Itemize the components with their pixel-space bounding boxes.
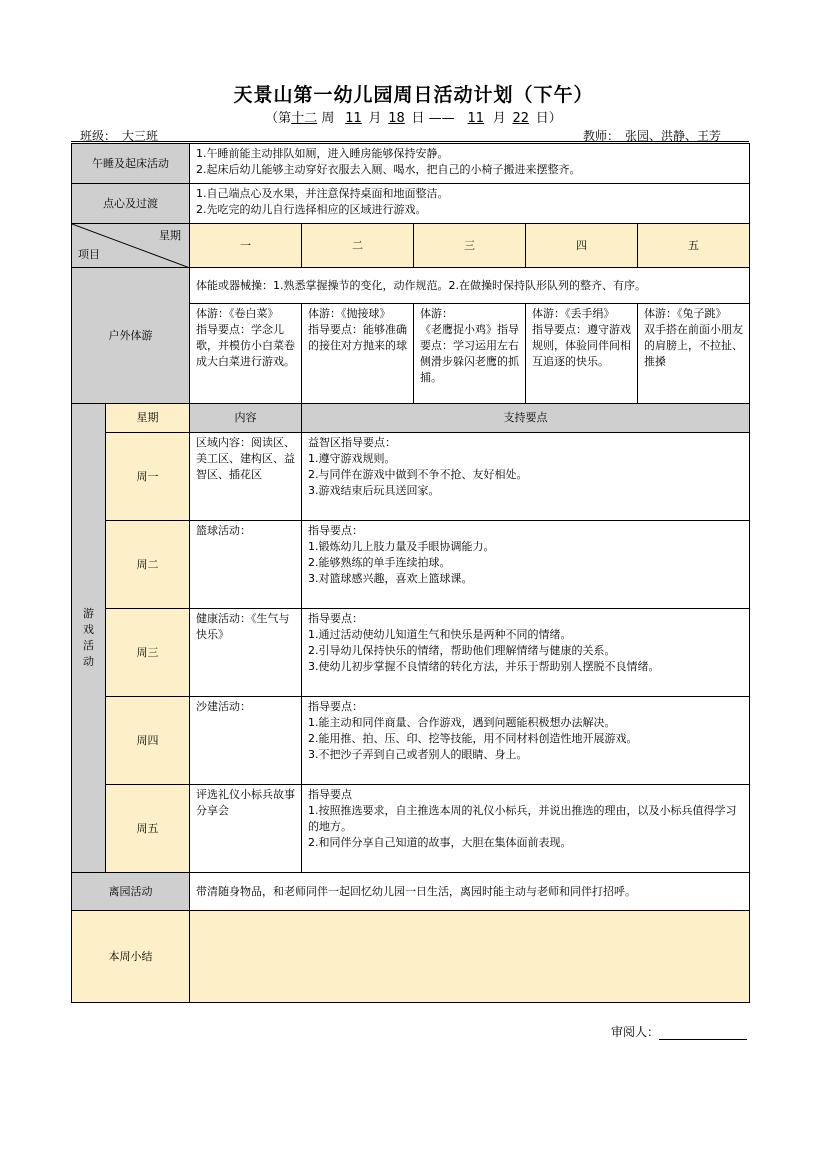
game-title: 体游：《抛接球》 xyxy=(308,307,391,320)
support-title: 指导要点： xyxy=(308,524,363,537)
games-support xyxy=(302,433,750,521)
to-month: 11 xyxy=(467,111,485,126)
games-support xyxy=(302,697,750,785)
header-diagonal-cell xyxy=(72,224,190,268)
games-day: 周五 xyxy=(106,785,190,873)
snack-label: 点心及过渡 xyxy=(72,184,190,224)
games-row-thu xyxy=(72,697,750,785)
support-point: 2.和同伴分享自己知道的故事，大胆在集体面前表现。 xyxy=(308,836,572,849)
support-point: 3.使幼儿初步掌握不良情绪的转化方法，并乐于帮助别人摆脱不良情绪。 xyxy=(308,660,660,673)
outdoor-game-fri xyxy=(638,304,750,404)
game-text: 《老鹰捉小鸡》指导要点：学习运用左右侧滑步躲闪老鹰的抓捕。 xyxy=(420,323,519,384)
weekday-header-row xyxy=(72,224,750,268)
nap-row xyxy=(72,144,750,184)
support-title: 指导要点： xyxy=(308,700,363,713)
outdoor-common: 体能或器械操：1.熟悉掌握操节的变化，动作规范。2.在做操时保持队形队列的整齐、有序。 xyxy=(190,268,750,304)
support-point: 1.遵守游戏规则。 xyxy=(308,452,396,465)
games-col-weekday: 星期 xyxy=(106,404,190,433)
support-title: 指导要点： xyxy=(308,612,363,625)
day-header-mon: 一 xyxy=(190,224,302,268)
games-day: 周一 xyxy=(106,433,190,521)
support-point: 2.能够熟练的单手连续拍球。 xyxy=(308,556,451,569)
games-content: 区域内容：阅读区、美工区、建构区、益智区、插花区 xyxy=(190,433,302,521)
summary-content xyxy=(190,911,750,1003)
games-col-content: 内容 xyxy=(190,404,302,433)
outdoor-game-thu xyxy=(526,304,638,404)
header-rule xyxy=(71,141,749,142)
games-content: 篮球活动： xyxy=(190,521,302,609)
snack-line: 2.先吃完的幼儿自行选择相应的区域进行游戏。 xyxy=(196,203,427,216)
week-label: 周 xyxy=(321,111,335,126)
game-text: 双手搭在前面小朋友的肩膀上，不拉扯、推搡 xyxy=(644,323,743,368)
subtitle-open: （第 xyxy=(265,111,292,126)
games-content: 评选礼仪小标兵故事分享会 xyxy=(190,785,302,873)
from-day: 18 xyxy=(388,111,405,126)
summary-label: 本周小结 xyxy=(72,911,190,1003)
snack-line: 1.自己端点心及水果，并注意保持桌面和地面整洁。 xyxy=(196,187,449,200)
game-title: 体游：《卷白菜》 xyxy=(196,307,279,320)
support-point: 1.通过活动使幼儿知道生气和快乐是两种不同的情绪。 xyxy=(308,628,572,641)
class-value: 大三班 xyxy=(122,129,159,143)
day-header-tue: 二 xyxy=(302,224,414,268)
snack-content xyxy=(190,184,750,224)
outdoor-game-wed xyxy=(414,304,526,404)
support-point: 3.不把沙子弄到自己或者别人的眼睛、身上。 xyxy=(308,748,528,761)
support-point: 3.游戏结束后玩具送回家。 xyxy=(308,484,440,497)
reviewer-signature-line xyxy=(659,1027,747,1040)
month-label: 月 xyxy=(368,111,382,126)
games-content: 健康活动：《生气与快乐》 xyxy=(190,609,302,697)
leave-content: 带清随身物品，和老师同伴一起回忆幼儿园一日生活，离园时能主动与老师和同伴打招呼。 xyxy=(190,873,750,911)
week-number: 十二 xyxy=(291,111,318,126)
outdoor-label: 户外体游 xyxy=(72,268,190,404)
weekday-label: 星期 xyxy=(159,229,181,242)
teacher-label: 教师： xyxy=(583,129,620,143)
nap-line: 1.午睡前能主动排队如厕，进入睡房能够保持安静。 xyxy=(196,147,449,160)
item-label: 项目 xyxy=(78,248,100,261)
reviewer-label: 审阅人： xyxy=(611,1025,660,1039)
game-text: 指导要点：能够准确的接住对方抛来的球 xyxy=(308,323,407,352)
support-point: 2.引导幼儿保持快乐的情绪，帮助他们理解情绪与健康的关系。 xyxy=(308,644,616,657)
nap-label: 午睡及起床活动 xyxy=(72,144,190,184)
games-support xyxy=(302,785,750,873)
game-text: 指导要点：遵守游戏规则，体验同伴间相互追逐的快乐。 xyxy=(532,323,631,368)
support-point: 3.对篮球感兴趣，喜欢上篮球课。 xyxy=(308,572,473,585)
games-row-fri xyxy=(72,785,750,873)
support-title: 指导要点 xyxy=(308,788,352,801)
support-point: 1.锻炼幼儿上肢力量及手眼协调能力。 xyxy=(308,540,495,553)
support-point: 1.按照推选要求，自主推选本周的礼仪小标兵，并说出推选的理由，以及小标兵值得学习的地方。 xyxy=(308,804,737,833)
game-text: 指导要点：学念儿歌，并模仿小白菜卷成大白菜进行游戏。 xyxy=(196,323,295,368)
games-col-support: 支持要点 xyxy=(302,404,750,433)
outdoor-game-tue xyxy=(302,304,414,404)
day-header-wed: 三 xyxy=(414,224,526,268)
date-range xyxy=(0,107,827,126)
day-header-fri: 五 xyxy=(638,224,750,268)
plan-table xyxy=(71,143,750,1003)
games-row-wed xyxy=(72,609,750,697)
games-day: 周三 xyxy=(106,609,190,697)
support-point: 1.能主动和同伴商量、合作游戏，遇到问题能积极想办法解决。 xyxy=(308,716,616,729)
summary-row xyxy=(72,911,750,1003)
page-title: 天景山第一幼儿园周日活动计划（下午） xyxy=(233,84,594,106)
game-title: 体游：《丢手绢》 xyxy=(532,307,615,320)
games-day: 周二 xyxy=(106,521,190,609)
to-month-label: 月 xyxy=(492,111,506,126)
class-label: 班级： xyxy=(80,129,117,143)
nap-content xyxy=(190,144,750,184)
games-label-text: 游戏活动 xyxy=(83,607,94,668)
games-support xyxy=(302,521,750,609)
reviewer xyxy=(611,1023,747,1040)
subtitle-close: 日） xyxy=(535,111,562,126)
games-label xyxy=(72,404,106,873)
games-day: 周四 xyxy=(106,697,190,785)
outdoor-game-mon xyxy=(190,304,302,404)
day-label: 日 —— xyxy=(411,111,459,126)
outdoor-common-row xyxy=(72,268,750,304)
support-point: 2.能用推、拍、压、印、挖等技能，用不同材料创造性地开展游戏。 xyxy=(308,732,638,745)
support-point: 2.与同伴在游戏中做到不争不抢、友好相处。 xyxy=(308,468,528,481)
support-title: 益智区指导要点： xyxy=(308,436,396,449)
from-month: 11 xyxy=(345,111,362,126)
to-day: 22 xyxy=(512,111,530,126)
leave-row xyxy=(72,873,750,911)
nap-line: 2.起床后幼儿能够主动穿好衣服去入厕、喝水，把自己的小椅子搬进来摆整齐。 xyxy=(196,163,581,176)
games-content: 沙建活动： xyxy=(190,697,302,785)
games-row-tue xyxy=(72,521,750,609)
games-support xyxy=(302,609,750,697)
game-title: 体游： xyxy=(420,307,453,320)
games-row-mon xyxy=(72,433,750,521)
teacher-value: 张园、洪静、王芳 xyxy=(625,129,722,143)
day-header-thu: 四 xyxy=(526,224,638,268)
games-header-row xyxy=(72,404,750,433)
game-title: 体游：《兔子跳》 xyxy=(644,307,727,320)
leave-label: 离园活动 xyxy=(72,873,190,911)
snack-row xyxy=(72,184,750,224)
